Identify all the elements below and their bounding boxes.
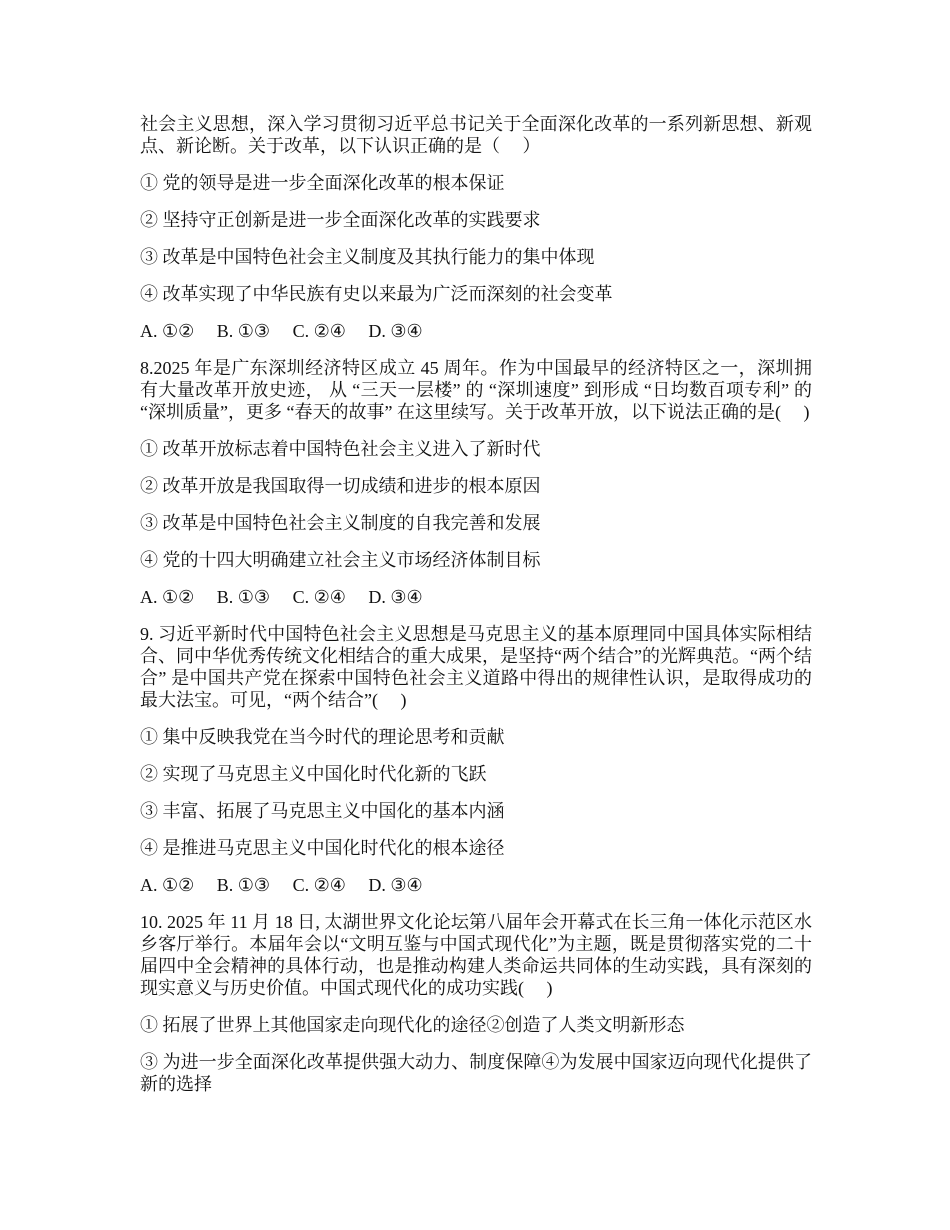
answer-a: A. ①② (140, 587, 195, 607)
option-3: ③ 改革是中国特色社会主义制度及其执行能力的集中体现 (140, 247, 595, 267)
answer-choices (140, 874, 812, 896)
answer-c: C. ②④ (292, 321, 346, 341)
answer-b: B. ①③ (216, 321, 271, 341)
option-1: ① 党的领导是进一步全面深化改革的根本保证 (140, 173, 505, 193)
answer-choices (140, 320, 812, 342)
question-stem: 8.2025 年是广东深圳经济特区成立 45 周年。作为中国最早的经济特区之一，深圳拥有大量改革开放史迹， 从 “三天一层楼” 的 “深圳速度” 到形成 “日均数百项专利” 的 “深圳质量”，更多 “春天的故事” 在这里续写。关于改革开放，以下说法正确的是( ) (140, 358, 812, 422)
answer-a: A. ①② (140, 321, 195, 341)
option-1: ① 改革开放标志着中国特色社会主义进入了新时代 (140, 439, 541, 459)
question-stem: 社会主义思想，深入学习贯彻习近平总书记关于全面深化改革的一系列新思想、新观点、新论断。关于改革，以下认识正确的是（ ） (140, 114, 812, 156)
question-7 (140, 113, 812, 342)
option-2: ② 实现了马克思主义中国化时代化新的飞跃 (140, 764, 487, 784)
question-8 (140, 357, 812, 608)
option-2: ② 坚持守正创新是进一步全面深化改革的实践要求 (140, 210, 541, 230)
answer-a: A. ①② (140, 875, 195, 895)
question-10 (140, 911, 812, 1095)
option-1-2: ① 拓展了世界上其他国家走向现代化的途径②创造了人类文明新形态 (140, 1015, 685, 1035)
option-4: ④ 是推进马克思主义中国化时代化的根本途径 (140, 838, 505, 858)
question-stem: 10. 2025 年 11 月 18 日, 太湖世界文化论坛第八届年会开幕式在长三角一体化示范区水乡客厅举行。本届年会以“文明互鉴与中国式现代化”为主题，既是贯彻落实党的二十届四中全会精神的具体行动，也是推动构建人类命运共同体的生动实践，具有深刻的现实意义与历史价值。中国式现代化的成功实践( ) (140, 912, 812, 998)
option-4: ④ 党的十四大明确建立社会主义市场经济体制目标 (140, 550, 541, 570)
answer-b: B. ①③ (216, 875, 271, 895)
question-9 (140, 623, 812, 896)
answer-d: D. ③④ (368, 587, 423, 607)
answer-b: B. ①③ (216, 587, 271, 607)
answer-c: C. ②④ (292, 875, 346, 895)
answer-d: D. ③④ (368, 875, 423, 895)
option-3: ③ 改革是中国特色社会主义制度的自我完善和发展 (140, 513, 541, 533)
option-4: ④ 改革实现了中华民族有史以来最为广泛而深刻的社会变革 (140, 284, 613, 304)
question-stem: 9. 习近平新时代中国特色社会主义思想是马克思主义的基本原理同中国具体实际相结合、同中华优秀传统文化相结合的重大成果，是坚持“两个结合”的光辉典范。“两个结合” 是中国共产党在探索中国特色社会主义道路中得出的规律性认识，是取得成功的最大法宝。可见，“两个结合”( ) (140, 624, 812, 710)
document-page (140, 113, 812, 1110)
option-2: ② 改革开放是我国取得一切成绩和进步的根本原因 (140, 476, 541, 496)
option-1: ① 集中反映我党在当今时代的理论思考和贡献 (140, 727, 505, 747)
option-3: ③ 丰富、拓展了马克思主义中国化的基本内涵 (140, 801, 505, 821)
answer-c: C. ②④ (292, 587, 346, 607)
answer-d: D. ③④ (368, 321, 423, 341)
option-3-4: ③ 为进一步全面深化改革提供强大动力、制度保障④为发展中国家迈向现代化提供了新的选择 (140, 1052, 812, 1094)
answer-choices (140, 586, 812, 608)
